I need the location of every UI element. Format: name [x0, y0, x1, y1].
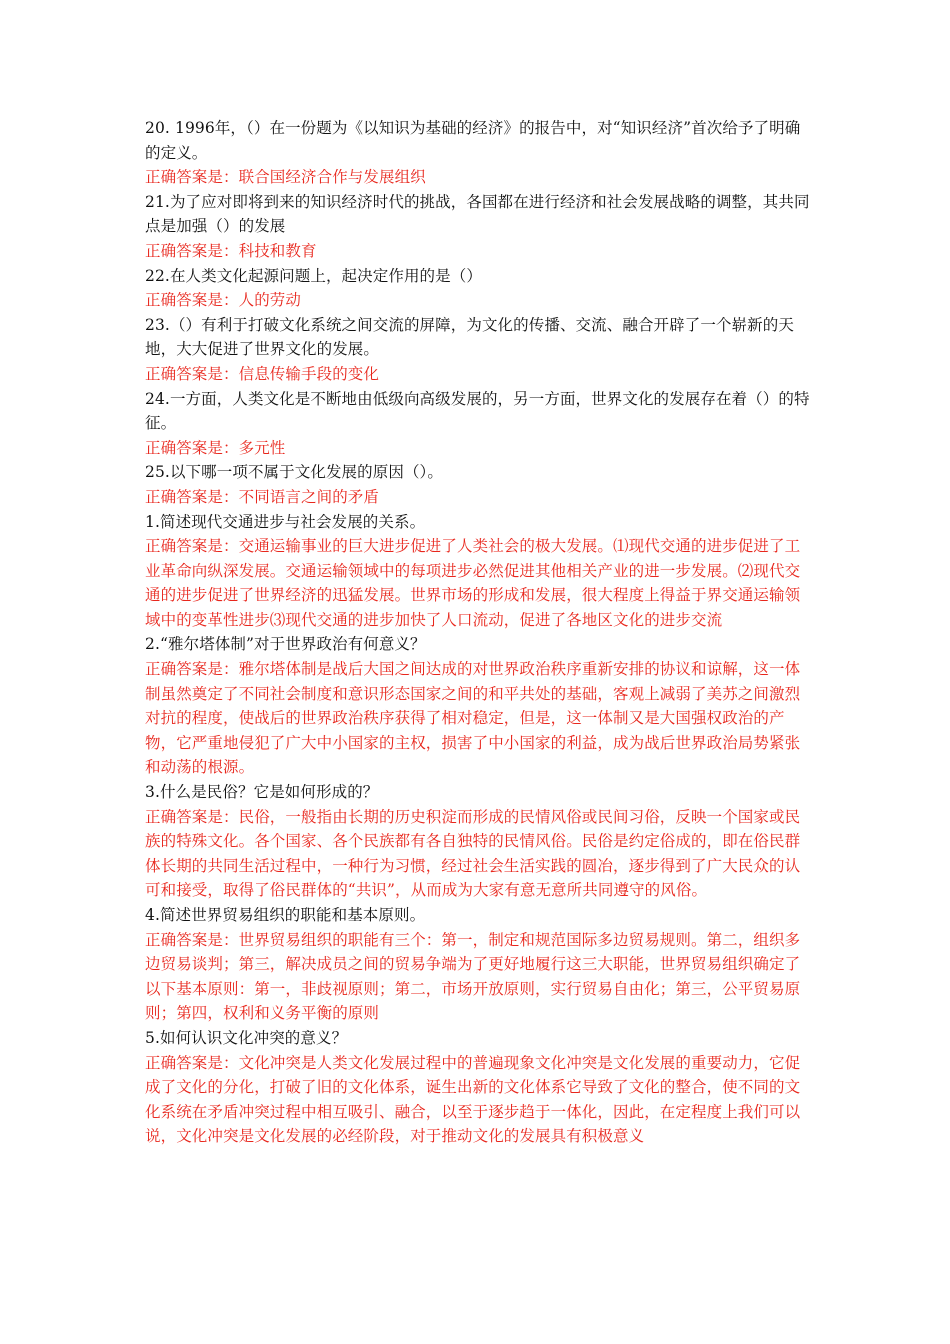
essay-answer-5: 正确答案是：文化冲突是人类文化发展过程中的普遍现象文化冲突是文化发展的重要动力，它促成了文化的分化，打破了旧的文化体系，诞生出新的文化体系它导致了文化的整合，使不同的文化系统在矛盾冲突过程中相互吸引、融合，以至于逐步趋于一体化，因此，在定程度上我们可以说，文化冲突是文化发展的必经阶段，对于推动文化的发展具有积极意义 [145, 1053, 801, 1146]
question-20: 20. 1996年，（）在一份题为《以知识为基础的经济》的报告中，对“知识经济”首次给予了明确的定义。 [145, 119, 801, 162]
essay-question-3: 3.什么是民俗？它是如何形成的？ [145, 783, 379, 802]
question-25: 25.以下哪一项不属于文化发展的原因（）。 [145, 463, 444, 482]
question-22: 22.在人类文化起源问题上，起决定作用的是（） [145, 266, 482, 285]
question-23: 23.（）有利于打破文化系统之间交流的屏障，为文化的传播、交流、融合开辟了一个崭新的天地，大大促进了世界文化的发展。 [145, 315, 794, 359]
answer-21: 正确答案是：科技和教育 [145, 241, 317, 260]
essay-answer-1: 正确答案是：交通运输事业的巨大进步促进了人类社会的极大发展。⑴现代交通的进步促进了工业革命向纵深发展。交通运输领域中的每项进步必然促进其他相关产业的进一步发展。⑵现代交通的进步促进了世界经济的迅猛发展。世界市场的形成和发展，很大程度上得益于界交通运输领域中的变革性进步⑶现代交通的进步加快了人口流动，促进了各地区文化的进步交流 [145, 537, 801, 629]
question-21: 21.为了应对即将到来的知识经济时代的挑战，各国都在进行经济和社会发展战略的调整，其共同点是加强（）的发展 [145, 192, 810, 236]
essay-question-2: 2.“雅尔塔体制”对于世界政治有何意义？ [145, 635, 426, 654]
answer-23: 正确答案是：信息传输手段的变化 [145, 364, 380, 383]
qa-content [145, 116, 813, 1149]
answer-24: 正确答案是：多元性 [145, 438, 286, 457]
essay-answer-4: 正确答案是：世界贸易组织的职能有三个：第一，制定和规范国际多边贸易规则。第二，组织多边贸易谈判；第三，解决成员之间的贸易争端为了更好地履行这三大职能，世界贸易组织确定了以下基本原则：第一，非歧视原则；第二，市场开放原则，实行贸易自由化；第三，公平贸易原则；第四，权利和义务平衡的原则 [145, 930, 801, 1023]
essay-question-1: 1.简述现代交通进步与社会发展的关系。 [145, 512, 426, 531]
answer-22: 正确答案是：人的劳动 [145, 291, 302, 310]
essay-question-4: 4.简述世界贸易组织的职能和基本原则。 [145, 906, 426, 924]
question-24: 24.一方面，人类文化是不断地由低级向高级发展的，另一方面，世界文化的发展存在着（）的特征。 [145, 389, 810, 433]
answer-20: 正确答案是：联合国经济合作与发展组织 [145, 168, 426, 187]
essay-answer-2: 正确答案是：雅尔塔体制是战后大国之间达成的对世界政治秩序重新安排的协议和谅解，这一体制虽然奠定了不同社会制度和意识形态国家之间的和平共处的基础，客观上减弱了美苏之间激烈对抗的程度，使战后的世界政治秩序获得了相对稳定，但是，这一体制又是大国强权政治的产物，它严重地侵犯了广大中小国家的主权，损害了中小国家的利益，成为战后世界政治局势紧张和动荡的根源。 [145, 660, 801, 777]
essay-question-5: 5.如何认识文化冲突的意义？ [145, 1028, 348, 1047]
answer-25: 正确答案是：不同语言之间的矛盾 [145, 487, 380, 506]
essay-answer-3: 正确答案是：民俗，一般指由长期的历史积淀而形成的民情风俗或民间习俗，反映一个国家或民族的特殊文化。各个国家、各个民族都有各自独特的民情风俗。民俗是约定俗成的，即在俗民群体长期的共同生活过程中，一种行为习惯，经过社会生活实践的圆冶，逐步得到了广大民众的认可和接受，取得了俗民群体的“共识”，从而成为大家有意无意所共同遵守的风俗。 [145, 807, 801, 900]
